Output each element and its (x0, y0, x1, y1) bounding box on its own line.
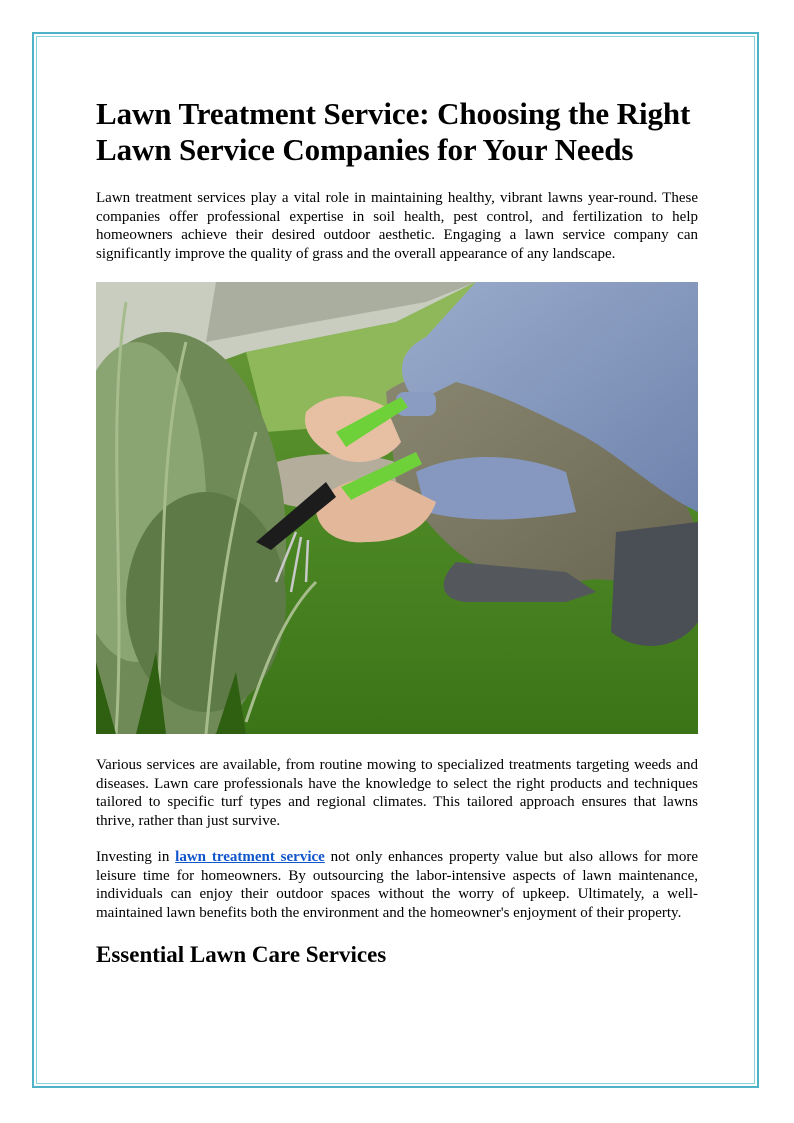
section-heading: Essential Lawn Care Services (96, 942, 387, 967)
document-title: Lawn Treatment Service: Choosing the Right Lawn Service Companies for Your Needs (96, 96, 691, 167)
lawn-treatment-service-link[interactable]: lawn treatment service (175, 849, 325, 865)
document-body (96, 96, 698, 969)
investing-paragraph (96, 848, 698, 922)
investing-text-before: Investing in (96, 849, 176, 865)
services-paragraph: Various services are available, from routine mowing to specialized treatments targeting weeds and diseases. Lawn care professionals have the knowledge to select the right products and techniques tailored to specific turf types and regional climates. This tailored approach ensures that lawns thrive, rather than just survive. (96, 757, 698, 829)
intro-paragraph: Lawn treatment services play a vital role in maintaining healthy, vibrant lawns year-round. These companies offer professional expertise in soil health, pest control, and fertilization to help homeowners achieve their desired outdoor aesthetic. Engaging a lawn service company can significantly improve the quality of grass and the overall appearance of any landscape. (96, 190, 698, 262)
gardener-pruning-photo (96, 282, 698, 734)
investing-text-after: not only enhances property value but also allows for more leisure time for homeowners. By outsourcing the labor-intensive aspects of lawn maintenance, individuals can enjoy their outdoor spaces without the worry of upkeep. Ultimately, a well-maintained lawn benefits both the environment and the homeowner's enjoyment of their property. (96, 849, 699, 921)
